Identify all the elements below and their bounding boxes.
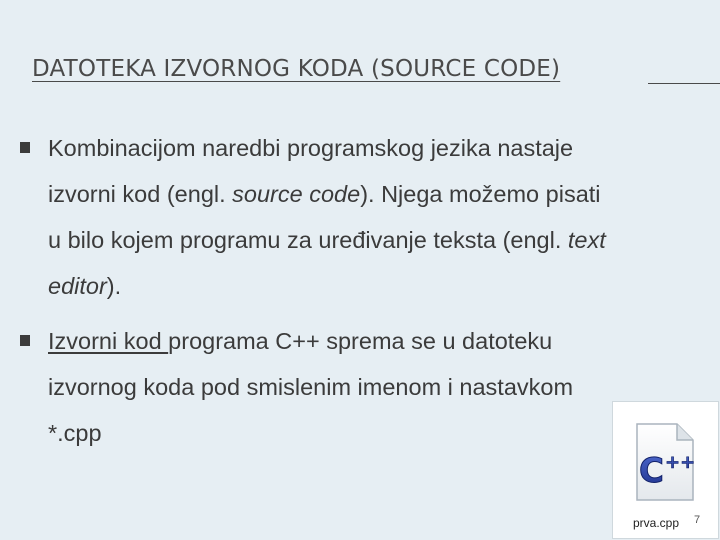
cpp-file-icon — [633, 422, 697, 502]
text-span: programa C++ sprema se u datoteku — [168, 328, 553, 354]
title-rule — [648, 83, 720, 84]
italic-term: text — [567, 227, 606, 253]
text-span: ). Njega možemo pisati — [360, 181, 601, 207]
bullet-item-1 — [20, 125, 710, 309]
file-name-label: prva.cpp — [632, 516, 680, 530]
text-span: Kombinacijom naredbi programskog jezika nastaje — [48, 135, 574, 161]
svg-text:C: C — [639, 451, 664, 491]
slide-title: DATOTEKA IZVORNOG KODA (SOURCE CODE) — [32, 56, 561, 82]
underlined-term: Izvorni kod — [48, 328, 169, 354]
text-span: izvorni kod (engl. — [48, 181, 233, 207]
file-thumbnail[interactable] — [612, 401, 719, 539]
italic-term: editor — [48, 273, 107, 299]
text-span: *.cpp — [48, 420, 102, 446]
square-bullet-icon — [20, 335, 30, 346]
italic-term: source code — [232, 181, 361, 207]
bullet-item-2 — [20, 318, 710, 456]
square-bullet-icon — [20, 142, 30, 153]
page-number: 7 — [694, 514, 701, 526]
svg-text:++: ++ — [665, 452, 696, 473]
text-span: izvornog koda pod smislenim imenom i nastavkom — [48, 374, 574, 400]
bullet-text — [48, 318, 710, 456]
text-span: u bilo kojem programu za uređivanje teksta (engl. — [48, 227, 568, 253]
bullet-text — [48, 125, 710, 309]
text-span: ). — [106, 273, 122, 299]
